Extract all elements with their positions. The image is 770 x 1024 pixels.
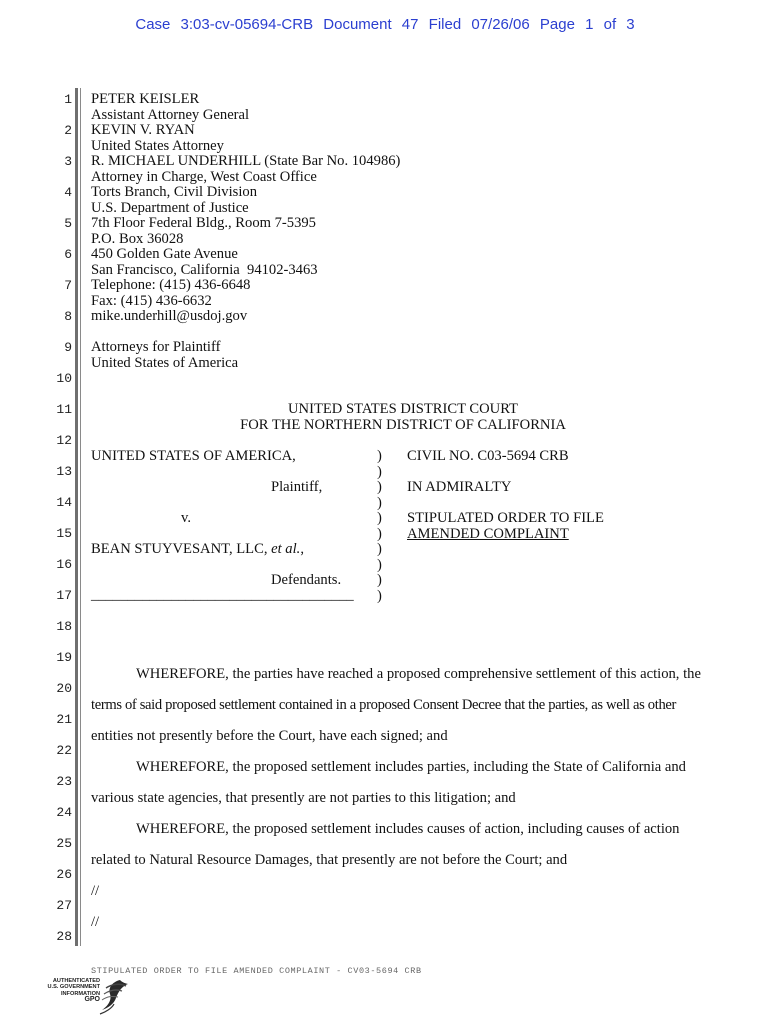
line-number: 8 <box>64 309 72 324</box>
body-paragraph-1-line-3: entities not presently before the Court, have each signed; and <box>91 728 448 744</box>
line-number: 21 <box>56 712 72 727</box>
gpo-seal-line: U.S. GOVERNMENT <box>47 984 100 991</box>
paren: ) <box>377 463 382 480</box>
paren: ) <box>377 525 382 542</box>
counsel-line: United States Attorney <box>91 137 224 154</box>
defendant-comma: , <box>300 541 304 557</box>
document-title-line2: AMENDED COMPLAINT <box>407 525 569 542</box>
line-number: 2 <box>64 123 72 138</box>
counsel-line: 450 Golden Gate Avenue <box>91 246 238 262</box>
counsel-line: Fax: (415) 436-6632 <box>91 292 212 309</box>
line-number: 10 <box>56 371 72 386</box>
page-footer: STIPULATED ORDER TO FILE AMENDED COMPLAINT - CV03-5694 CRB <box>91 966 422 976</box>
caption-versus: v. <box>181 510 191 526</box>
counsel-line: PETER KEISLER <box>91 91 200 107</box>
line-number: 15 <box>56 526 72 541</box>
defendant-et-al: et al. <box>271 541 301 557</box>
line-number: 16 <box>56 557 72 572</box>
counsel-line: R. MICHAEL UNDERHILL (State Bar No. 104986) <box>91 153 401 169</box>
line-number: 11 <box>56 402 72 417</box>
paren: ) <box>377 494 382 511</box>
line-number: 5 <box>64 216 72 231</box>
document-title-line1: STIPULATED ORDER TO FILE <box>407 510 604 526</box>
line-number: 4 <box>64 185 72 200</box>
caption-defendant <box>91 542 304 558</box>
line-number: 3 <box>64 154 72 169</box>
caption-plaintiff: UNITED STATES OF AMERICA, <box>91 448 296 464</box>
body-paragraph-3-line-2: related to Natural Resource Damages, that presently are not before the Court; and <box>91 852 568 868</box>
defendant-name: BEAN STUYVESANT, LLC, <box>91 541 272 557</box>
line-number: 23 <box>56 774 72 789</box>
gpo-seal-line: GPO <box>84 996 100 1004</box>
caption-signature-line: ____________________________________ <box>91 587 354 603</box>
body-paragraph-1-line-1: WHEREFORE, the parties have reached a proposed comprehensive settlement of this action, the <box>136 666 701 682</box>
paren: ) <box>377 448 382 464</box>
caption-plaintiff-role: Plaintiff, <box>271 479 323 495</box>
line-number: 26 <box>56 867 72 882</box>
gpo-authentication-seal <box>42 974 132 1020</box>
body-paragraph-2-line-1: WHEREFORE, the proposed settlement includes parties, including the State of California and <box>136 759 686 775</box>
counsel-line: mike.underhill@usdoj.gov <box>91 308 248 324</box>
paren: ) <box>377 541 382 557</box>
gpo-seal-line: INFORMATION <box>60 990 100 997</box>
line-number: 22 <box>56 743 72 758</box>
line-number: 1 <box>64 92 72 107</box>
attorneys-for-line: Attorneys for Plaintiff <box>91 339 221 355</box>
line-number: 20 <box>56 681 72 696</box>
line-number: 17 <box>56 588 72 603</box>
court-name: UNITED STATES DISTRICT COURT <box>288 401 518 417</box>
left-margin-rule <box>75 88 78 946</box>
counsel-line: Attorney in Charge, West Coast Office <box>91 168 317 185</box>
gpo-seal-line: AUTHENTICATED <box>52 978 100 984</box>
body-paragraph-1-line-2: terms of said proposed settlement contained in a proposed Consent Decree that the parties, as well as other <box>91 697 677 713</box>
admiralty-label: IN ADMIRALTY <box>407 479 512 495</box>
counsel-line: Torts Branch, Civil Division <box>91 184 257 200</box>
line-number: 27 <box>56 898 72 913</box>
double-slash-continuation: // <box>91 914 100 930</box>
line-number: 7 <box>64 278 72 293</box>
caption-defendant-role: Defendants. <box>271 572 342 588</box>
paren: ) <box>377 587 382 604</box>
counsel-line: 7th Floor Federal Bldg., Room 7-5395 <box>91 215 316 231</box>
line-number: 14 <box>56 495 72 510</box>
line-number: 12 <box>56 433 72 448</box>
body-paragraph-3-line-1: WHEREFORE, the proposed settlement includes causes of action, including causes of action <box>136 821 680 837</box>
paren: ) <box>377 556 382 573</box>
body-paragraph-2-line-2: various state agencies, that presently are not parties to this litigation; and <box>91 790 516 806</box>
line-number: 24 <box>56 805 72 820</box>
line-number: 9 <box>64 340 72 355</box>
counsel-line: Assistant Attorney General <box>91 106 250 123</box>
counsel-line: Telephone: (415) 436-6648 <box>91 277 251 293</box>
counsel-line: KEVIN V. RYAN <box>91 122 195 138</box>
line-number: 6 <box>64 247 72 262</box>
gpo-eagle-icon <box>42 974 132 1020</box>
line-number: 28 <box>56 929 72 944</box>
line-number: 25 <box>56 836 72 851</box>
paren: ) <box>377 479 382 495</box>
court-district: FOR THE NORTHERN DISTRICT OF CALIFORNIA <box>240 416 566 433</box>
paren: ) <box>377 510 382 526</box>
attorneys-for-line: United States of America <box>91 354 239 371</box>
line-number: 19 <box>56 650 72 665</box>
counsel-line: U.S. Department of Justice <box>91 199 249 216</box>
line-number: 13 <box>56 464 72 479</box>
line-number: 18 <box>56 619 72 634</box>
case-header: Case 3:03-cv-05694-CRB Document 47 Filed 07/26/06 Page 1 of 3 <box>135 16 635 33</box>
counsel-line: P.O. Box 36028 <box>91 230 184 247</box>
counsel-line: San Francisco, California 94102-3463 <box>91 261 318 278</box>
paren: ) <box>377 572 382 588</box>
civil-number: CIVIL NO. C03-5694 CRB <box>407 448 569 464</box>
double-slash-continuation: // <box>91 883 100 899</box>
left-margin-rule-thin <box>80 88 81 946</box>
